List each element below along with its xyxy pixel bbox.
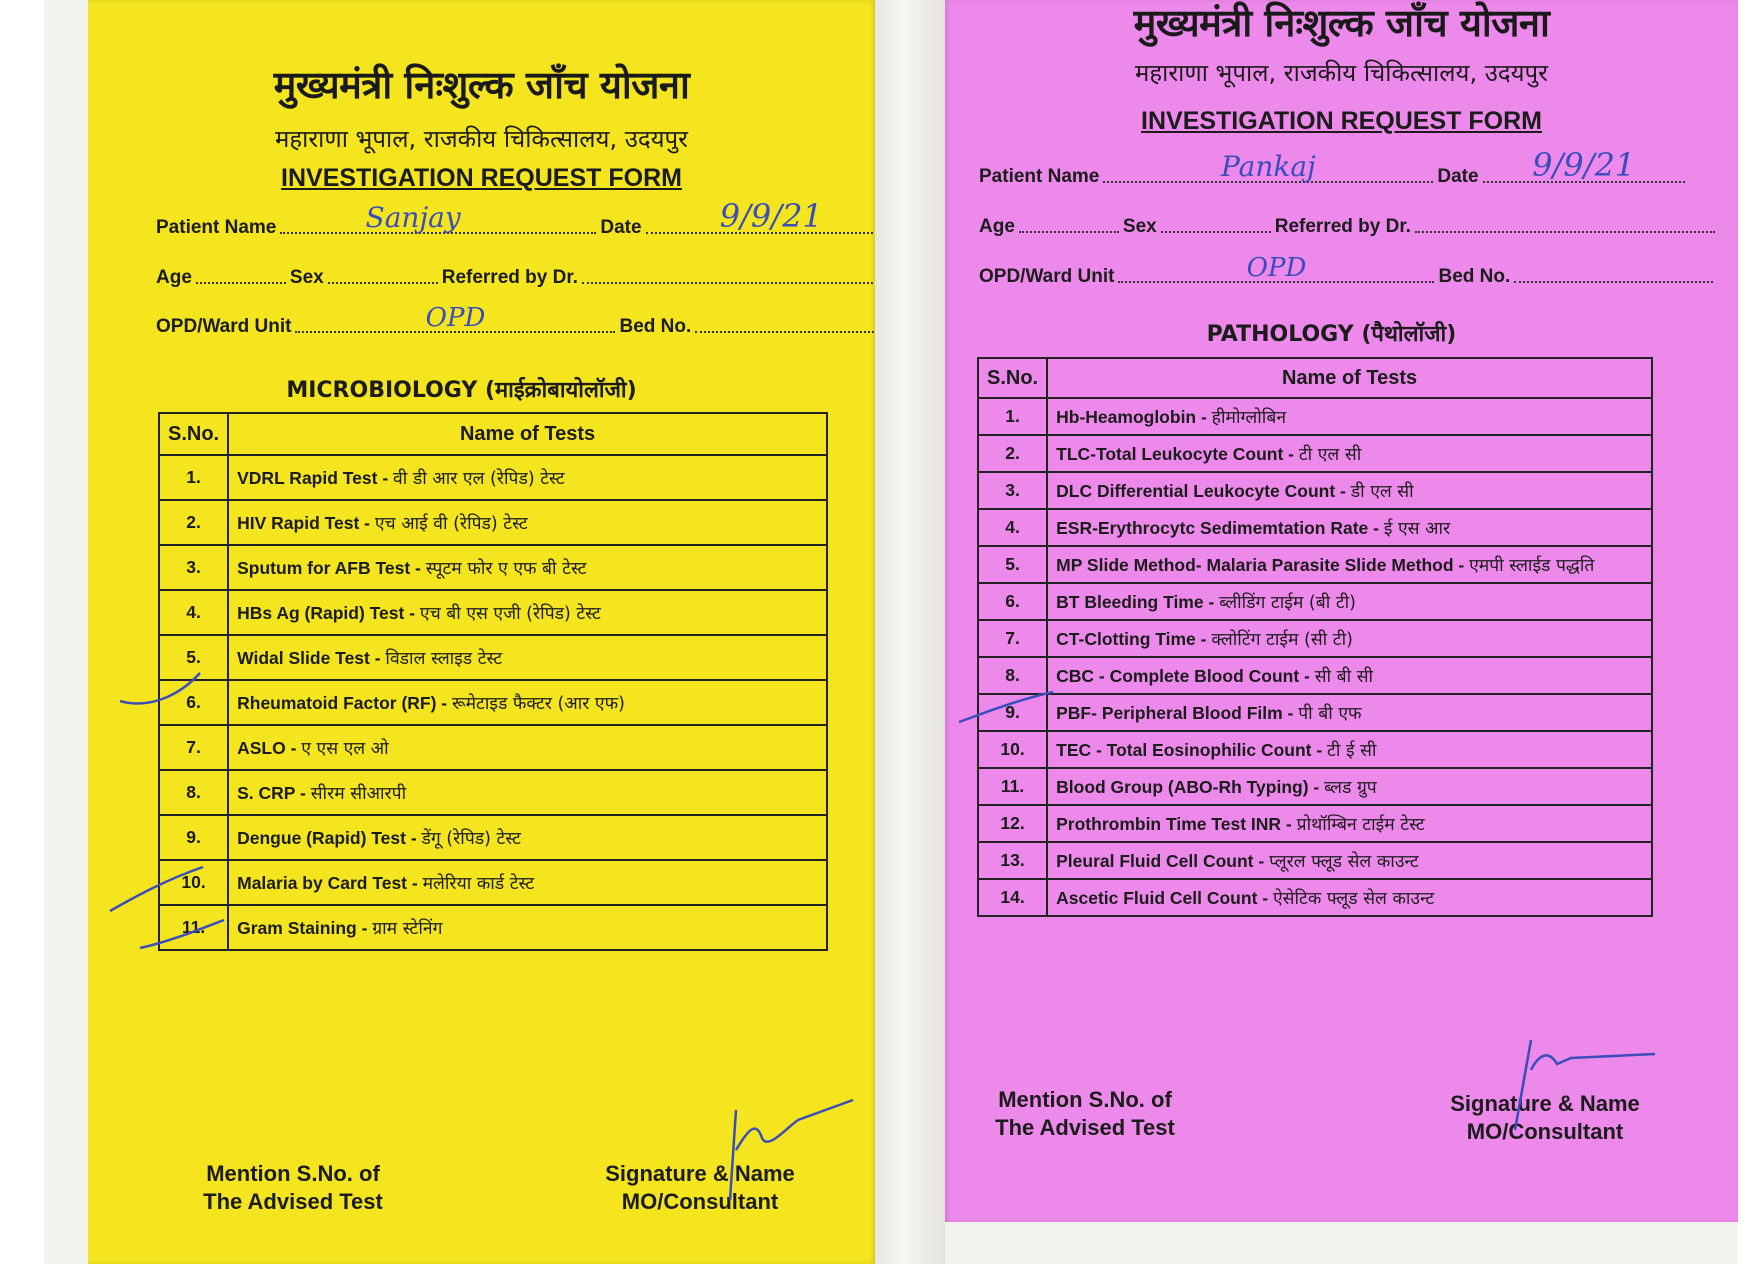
- test-sno: 8.: [159, 770, 228, 815]
- date-label: Date: [1437, 166, 1479, 187]
- test-name: [1047, 768, 1652, 805]
- sno-header: S.No.: [159, 413, 228, 455]
- table-row: [159, 680, 827, 725]
- table-header-row: [159, 413, 827, 455]
- test-name-hindi: एच बी एस एजी (रेपिड) टेस्ट: [419, 603, 601, 624]
- test-name: [1047, 472, 1652, 509]
- tests-table: [977, 357, 1653, 917]
- form-title: INVESTIGATION REQUEST FORM: [281, 164, 682, 192]
- test-name-hindi: विडाल स्लाइड टेस्ट: [385, 648, 503, 669]
- patient-name-row: [156, 197, 875, 239]
- table-row: [978, 768, 1652, 805]
- table-row: [159, 500, 827, 545]
- opd-handwritten: OPD: [1246, 253, 1307, 283]
- test-sno: 5.: [159, 635, 228, 680]
- tests-table: [158, 412, 828, 951]
- test-name-english: PBF- Peripheral Blood Film -: [1056, 702, 1299, 723]
- test-sno: 11.: [978, 768, 1047, 805]
- test-name: [1047, 879, 1652, 916]
- test-name-header: Name of Tests: [1047, 358, 1652, 398]
- test-name-english: BT Bleeding Time -: [1056, 591, 1220, 612]
- test-name: [1047, 546, 1652, 583]
- tick-mark-icon: [138, 918, 228, 953]
- mention-sno-note: [975, 1086, 1195, 1142]
- table-row: [978, 731, 1652, 768]
- date-handwritten: 9/9/21: [1532, 146, 1636, 184]
- age-sex-row: [156, 264, 875, 289]
- test-name-english: DLC Differential Leukocyte Count -: [1056, 480, 1351, 501]
- test-name-hindi: ऐसेटिक फ्लूड सेल काउन्ट: [1272, 888, 1435, 909]
- table-row: [159, 455, 827, 500]
- table-row: [159, 725, 827, 770]
- test-name: [1047, 842, 1652, 879]
- scan-gap: [875, 0, 945, 1264]
- test-name-hindi: पी बी एफ: [1298, 703, 1362, 724]
- test-name: [1047, 435, 1652, 472]
- test-name-hindi: स्पूटम फोर ए एफ बी टेस्ट: [425, 558, 587, 579]
- test-name-hindi: मलेरिया कार्ड टेस्ट: [422, 873, 535, 894]
- test-sno: 8.: [978, 657, 1047, 694]
- sex-label: Sex: [1122, 216, 1157, 237]
- test-name-hindi: सी बी सी: [1314, 666, 1374, 687]
- test-name-english: Pleural Fluid Cell Count -: [1056, 850, 1270, 871]
- test-name: [228, 815, 827, 860]
- mention-sno-line-1: Mention S.No. of: [206, 1161, 380, 1186]
- table-row: [159, 905, 827, 950]
- scheme-title: मुख्यमंत्री निःशुल्क जाँच योजना: [1133, 1, 1550, 45]
- test-sno: 14.: [978, 879, 1047, 916]
- tick-mark-icon: [108, 865, 208, 915]
- patient-name-row: [979, 146, 1689, 188]
- opd-field[interactable]: [295, 303, 615, 333]
- test-name: [228, 545, 827, 590]
- test-name: [228, 455, 827, 500]
- test-sno: 7.: [978, 620, 1047, 657]
- table-header-row: [978, 358, 1652, 398]
- test-name-hindi: सीरम सीआरपी: [310, 783, 407, 804]
- date-field[interactable]: [646, 197, 875, 235]
- opd-row: [979, 253, 1717, 288]
- test-name: [228, 635, 827, 680]
- test-sno: 10.: [978, 731, 1047, 768]
- test-name-english: Sputum for AFB Test -: [237, 557, 426, 578]
- mention-sno-line-2: The Advised Test: [995, 1115, 1175, 1140]
- test-sno: 4.: [159, 590, 228, 635]
- test-name-english: Widal Slide Test -: [237, 647, 386, 668]
- hospital-name: महाराणा भूपाल, राजकीय चिकित्सालय, उदयपुर: [275, 125, 688, 153]
- test-sno: 9.: [978, 694, 1047, 731]
- test-name-hindi: हीमोग्लोबिन: [1211, 407, 1287, 428]
- patient-name-handwritten: Pankaj: [1221, 150, 1316, 183]
- test-sno: 5.: [978, 546, 1047, 583]
- opd-label: OPD/Ward Unit: [156, 316, 292, 337]
- test-name-english: Prothrombin Time Test INR -: [1056, 813, 1297, 834]
- table-row: [978, 842, 1652, 879]
- table-row: [978, 435, 1652, 472]
- test-name-english: Malaria by Card Test -: [237, 872, 423, 893]
- age-field[interactable]: [1019, 213, 1119, 233]
- tick-mark-icon: [118, 665, 208, 710]
- test-name-english: Hb-Heamoglobin -: [1056, 406, 1212, 427]
- test-name: [228, 680, 827, 725]
- test-name-hindi: ई एस आर: [1383, 518, 1451, 539]
- test-name-hindi: ब्लीडिंग टाईम (बी टी): [1219, 592, 1357, 613]
- signature-line-2: MO/Consultant: [621, 1189, 779, 1214]
- test-name-english: CBC - Complete Blood Count -: [1056, 665, 1315, 686]
- tick-mark-icon: [957, 688, 1057, 728]
- table-row: [159, 815, 827, 860]
- referred-by-label: Referred by Dr.: [1274, 216, 1411, 237]
- table-row: [978, 620, 1652, 657]
- test-name: [228, 905, 827, 950]
- test-sno: 12.: [978, 805, 1047, 842]
- table-row: [978, 472, 1652, 509]
- microbiology-request-form: [88, 0, 875, 1264]
- patient-name-field[interactable]: [1103, 150, 1433, 183]
- test-name-hindi: प्लूरल फ्लूड सेल काउन्ट: [1269, 851, 1419, 872]
- test-name: [1047, 509, 1652, 546]
- hospital-name: महाराणा भूपाल, राजकीय चिकित्सालय, उदयपुर: [1135, 59, 1548, 87]
- mention-sno-line-2: The Advised Test: [203, 1189, 383, 1214]
- test-name-english: Dengue (Rapid) Test -: [237, 827, 422, 848]
- test-name-english: Rheumatoid Factor (RF) -: [237, 692, 452, 713]
- test-sno: 9.: [159, 815, 228, 860]
- test-name-english: ASLO -: [237, 737, 302, 758]
- pathology-request-form: [945, 0, 1738, 1222]
- sex-field[interactable]: [328, 264, 438, 284]
- test-name-english: CT-Clotting Time -: [1056, 628, 1212, 649]
- bed-no-field[interactable]: [695, 313, 875, 333]
- test-name: [1047, 805, 1652, 842]
- sno-header: S.No.: [978, 358, 1047, 398]
- table-row: [159, 545, 827, 590]
- test-name-english: HBs Ag (Rapid) Test -: [237, 602, 420, 623]
- table-row: [978, 546, 1652, 583]
- test-sno: 1.: [159, 455, 228, 500]
- age-label: Age: [156, 267, 192, 288]
- patient-name-handwritten: Sanjay: [365, 201, 461, 234]
- signature-line-1: Signature & Name: [605, 1161, 795, 1186]
- signature-scribble-icon: [718, 1090, 858, 1205]
- bed-no-field[interactable]: [1514, 263, 1713, 283]
- sex-label: Sex: [289, 267, 324, 288]
- test-sno: 11.: [159, 905, 228, 950]
- scheme-title: मुख्यमंत्री निःशुल्क जाँच योजना: [273, 63, 690, 107]
- signature-scribble-icon: [1505, 1030, 1675, 1140]
- test-name-hindi: टी ई सी: [1327, 740, 1377, 761]
- test-name-hindi: ग्राम स्टेनिंग: [372, 918, 443, 939]
- patient-name-label: Patient Name: [979, 166, 1100, 187]
- test-sno: 2.: [978, 435, 1047, 472]
- test-sno: 4.: [978, 509, 1047, 546]
- table-row: [978, 657, 1652, 694]
- test-name: [228, 725, 827, 770]
- signature-line-1: Signature & Name: [1450, 1091, 1640, 1116]
- referred-by-field[interactable]: [582, 264, 875, 284]
- sex-field[interactable]: [1161, 213, 1271, 233]
- mention-sno-line-1: Mention S.No. of: [998, 1087, 1172, 1112]
- opd-field[interactable]: [1118, 253, 1434, 283]
- date-field[interactable]: [1483, 146, 1685, 184]
- test-sno: 3.: [978, 472, 1047, 509]
- bed-no-label: Bed No.: [1438, 266, 1511, 287]
- test-name-english: TLC-Total Leukocyte Count -: [1056, 443, 1299, 464]
- table-row: [978, 805, 1652, 842]
- test-sno: 7.: [159, 725, 228, 770]
- referred-by-field[interactable]: [1415, 213, 1715, 233]
- table-row: [978, 694, 1652, 731]
- test-name-hindi: टी एल सी: [1298, 444, 1362, 465]
- test-name-english: Gram Staining -: [237, 917, 373, 938]
- test-name-hindi: एमपी स्लाईड पद्धति: [1469, 555, 1595, 576]
- test-sno: 10.: [159, 860, 228, 905]
- date-label: Date: [600, 217, 642, 238]
- form-title: INVESTIGATION REQUEST FORM: [1141, 107, 1542, 135]
- age-sex-row: [979, 213, 1719, 238]
- bed-no-label: Bed No.: [619, 316, 692, 337]
- test-name-english: Ascetic Fluid Cell Count -: [1056, 887, 1273, 908]
- test-name-english: ESR-Erythrocytc Sedimemtation Rate -: [1056, 517, 1384, 538]
- opd-handwritten: OPD: [425, 303, 486, 333]
- test-name: [1047, 398, 1652, 435]
- signature-line-2: MO/Consultant: [1466, 1119, 1624, 1144]
- scan-margin-left: [0, 0, 44, 1264]
- test-name-hindi: एच आई वी (रेपिड) टेस्ट: [374, 513, 528, 534]
- test-sno: 1.: [978, 398, 1047, 435]
- section-title: PATHOLOGY (पैथोलॉजी): [1206, 322, 1457, 347]
- test-name: [1047, 620, 1652, 657]
- test-name: [1047, 583, 1652, 620]
- test-name-hindi: डेंगू (रेपिड) टेस्ट: [421, 828, 521, 849]
- table-row: [159, 770, 827, 815]
- test-name-header: Name of Tests: [228, 413, 827, 455]
- opd-label: OPD/Ward Unit: [979, 266, 1115, 287]
- opd-row: [156, 303, 875, 338]
- test-sno: 13.: [978, 842, 1047, 879]
- test-sno: 3.: [159, 545, 228, 590]
- test-name: [1047, 657, 1652, 694]
- test-name-english: TEC - Total Eosinophilic Count -: [1056, 739, 1328, 760]
- test-name: [228, 500, 827, 545]
- test-sno: 6.: [159, 680, 228, 725]
- table-row: [978, 879, 1652, 916]
- referred-by-label: Referred by Dr.: [441, 267, 578, 288]
- test-name: [228, 590, 827, 635]
- table-row: [159, 590, 827, 635]
- test-sno: 6.: [978, 583, 1047, 620]
- table-row: [978, 509, 1652, 546]
- test-name-hindi: वी डी आर एल (रेपिड) टेस्ट: [393, 468, 565, 489]
- test-name-english: MP Slide Method- Malaria Parasite Slide Method -: [1056, 554, 1470, 575]
- table-row: [159, 860, 827, 905]
- test-name-english: VDRL Rapid Test -: [237, 467, 394, 488]
- mention-sno-note: [148, 1160, 438, 1216]
- date-handwritten: 9/9/21: [719, 197, 823, 235]
- test-name-hindi: रूमेटाइड फैक्टर (आर एफ): [451, 693, 625, 714]
- test-name: [1047, 731, 1652, 768]
- test-name-hindi: प्रोथॉम्बिन टाईम टेस्ट: [1296, 814, 1425, 835]
- patient-name-label: Patient Name: [156, 217, 277, 238]
- test-name: [1047, 694, 1652, 731]
- test-name-hindi: डी एल सी: [1350, 481, 1414, 502]
- test-sno: 2.: [159, 500, 228, 545]
- age-field[interactable]: [196, 264, 286, 284]
- test-name: [228, 770, 827, 815]
- test-name-hindi: ए एस एल ओ: [301, 738, 389, 759]
- patient-name-field[interactable]: [280, 201, 596, 234]
- scan-margin-right: [1738, 0, 1753, 1264]
- age-label: Age: [979, 216, 1015, 237]
- test-name-hindi: क्लोटिंग टाईम (सी टी): [1211, 629, 1353, 650]
- test-name-hindi: ब्लड ग्रुप: [1324, 777, 1377, 798]
- table-row: [159, 635, 827, 680]
- section-title: MICROBIOLOGY (माईक्रोबायोलॉजी): [286, 378, 637, 403]
- test-name-english: S. CRP -: [237, 782, 311, 803]
- test-name-english: HIV Rapid Test -: [237, 512, 375, 533]
- table-row: [978, 398, 1652, 435]
- test-name-english: Blood Group (ABO-Rh Typing) -: [1056, 776, 1325, 797]
- test-name: [228, 860, 827, 905]
- table-row: [978, 583, 1652, 620]
